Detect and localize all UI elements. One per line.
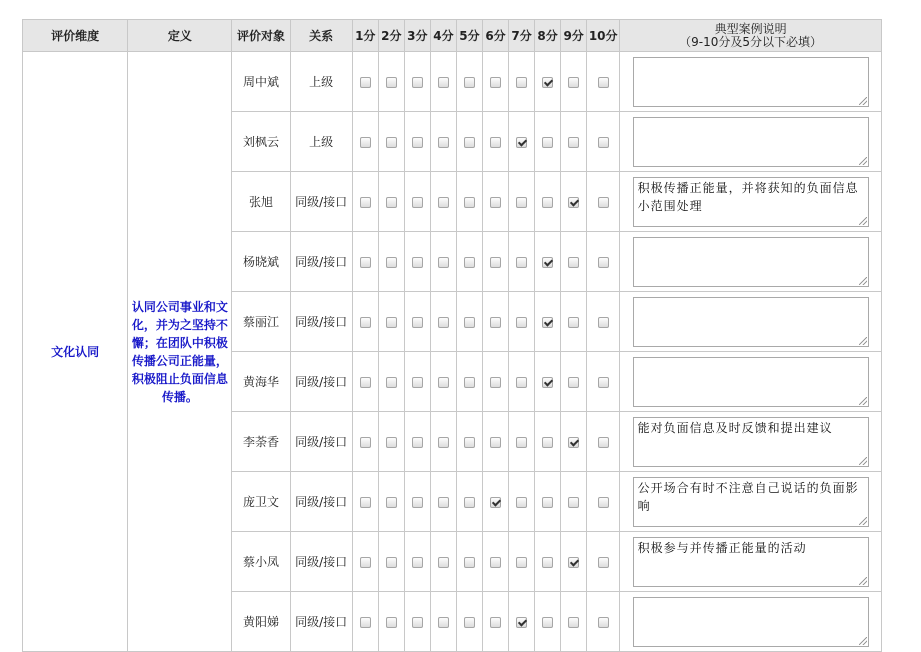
target-name: 蔡丽江 (232, 292, 290, 352)
score-2-checkbox[interactable] (386, 617, 397, 628)
score-cell (587, 352, 620, 412)
score-cell (561, 412, 587, 472)
case-textarea[interactable] (633, 57, 869, 107)
score-cell (404, 412, 430, 472)
score-cell (587, 112, 620, 172)
score-cell (430, 352, 456, 412)
score-cell (535, 352, 561, 412)
score-1-checkbox[interactable] (360, 197, 371, 208)
score-cell (456, 352, 482, 412)
score-7-checkbox[interactable] (516, 377, 527, 388)
score-3-checkbox[interactable] (412, 557, 423, 568)
score-10-checkbox[interactable] (598, 137, 609, 148)
score-cell (378, 112, 404, 172)
score-3-checkbox[interactable] (412, 137, 423, 148)
score-cell (535, 172, 561, 232)
case-textarea[interactable] (633, 237, 869, 287)
case-cell (620, 52, 882, 112)
score-cell (482, 472, 508, 532)
score-5-checkbox[interactable] (464, 137, 475, 148)
score-cell (587, 532, 620, 592)
score-cell (456, 412, 482, 472)
score-cell (404, 112, 430, 172)
score-4-checkbox[interactable] (438, 437, 449, 448)
score-cell (509, 412, 535, 472)
score-3-checkbox[interactable] (412, 257, 423, 268)
score-7-checkbox[interactable] (516, 317, 527, 328)
case-cell (620, 532, 882, 592)
score-cell (509, 532, 535, 592)
score-cell (587, 292, 620, 352)
header-score-9: 9分 (561, 20, 587, 52)
header-definition: 定义 (128, 20, 232, 52)
score-cell (587, 172, 620, 232)
score-9-checkbox[interactable] (568, 77, 579, 88)
score-7-checkbox[interactable] (516, 557, 527, 568)
score-cell (378, 592, 404, 652)
score-3-checkbox[interactable] (412, 437, 423, 448)
score-3-checkbox[interactable] (412, 377, 423, 388)
target-name: 李荼香 (232, 412, 290, 472)
score-cell (509, 592, 535, 652)
score-10-checkbox[interactable] (598, 437, 609, 448)
score-cell (535, 52, 561, 112)
target-name: 蔡小凤 (232, 532, 290, 592)
score-4-checkbox[interactable] (438, 617, 449, 628)
relation-cell: 同级/接口 (290, 412, 352, 472)
definition-cell: 认同公司事业和文化，并为之坚持不懈；在团队中积极传播公司正能量，积极阻止负面信息传播。 (128, 52, 232, 652)
score-1-checkbox[interactable] (360, 437, 371, 448)
header-score-8: 8分 (535, 20, 561, 52)
score-cell (561, 112, 587, 172)
score-cell (404, 472, 430, 532)
case-textarea[interactable]: 积极传播正能量，并将获知的负面信息小范围处理 (633, 177, 869, 227)
header-score-5: 5分 (456, 20, 482, 52)
score-3-checkbox[interactable] (412, 497, 423, 508)
score-cell (587, 52, 620, 112)
score-cell (482, 172, 508, 232)
score-cell (352, 172, 378, 232)
header-case-title: 典型案例说明 (714, 21, 787, 36)
score-cell (482, 592, 508, 652)
score-cell (561, 232, 587, 292)
score-cell (509, 172, 535, 232)
score-cell (404, 532, 430, 592)
header-score-10: 10分 (587, 20, 620, 52)
case-cell (620, 112, 882, 172)
header-score-1: 1分 (352, 20, 378, 52)
score-8-checkbox[interactable] (542, 557, 553, 568)
score-cell (378, 52, 404, 112)
header-relation: 关系 (290, 20, 352, 52)
score-cell (587, 412, 620, 472)
score-7-checkbox[interactable] (516, 197, 527, 208)
header-score-7: 7分 (509, 20, 535, 52)
score-cell (482, 412, 508, 472)
relation-cell: 同级/接口 (290, 592, 352, 652)
score-7-checkbox[interactable] (516, 137, 527, 148)
score-4-checkbox[interactable] (438, 137, 449, 148)
score-cell (535, 232, 561, 292)
score-cell (561, 592, 587, 652)
score-9-checkbox[interactable] (568, 497, 579, 508)
score-cell (561, 292, 587, 352)
score-cell (430, 592, 456, 652)
score-8-checkbox[interactable] (542, 617, 553, 628)
score-6-checkbox[interactable] (490, 617, 501, 628)
score-cell (561, 172, 587, 232)
case-cell (620, 472, 882, 532)
case-cell (620, 592, 882, 652)
score-cell (482, 232, 508, 292)
header-score-6: 6分 (482, 20, 508, 52)
score-cell (509, 292, 535, 352)
score-3-checkbox[interactable] (412, 317, 423, 328)
score-cell (352, 412, 378, 472)
score-2-checkbox[interactable] (386, 437, 397, 448)
score-6-checkbox[interactable] (490, 557, 501, 568)
score-cell (535, 532, 561, 592)
score-cell (404, 52, 430, 112)
evaluation-table (22, 19, 882, 652)
relation-cell: 同级/接口 (290, 172, 352, 232)
target-name: 杨晓斌 (232, 232, 290, 292)
score-8-checkbox[interactable] (542, 437, 553, 448)
relation-cell: 上级 (290, 112, 352, 172)
header-target: 评价对象 (232, 20, 290, 52)
score-cell (509, 352, 535, 412)
score-8-checkbox[interactable] (542, 497, 553, 508)
score-7-checkbox[interactable] (516, 77, 527, 88)
header-score-2: 2分 (378, 20, 404, 52)
score-10-checkbox[interactable] (598, 77, 609, 88)
score-cell (378, 532, 404, 592)
score-6-checkbox[interactable] (490, 197, 501, 208)
score-5-checkbox[interactable] (464, 437, 475, 448)
score-cell (404, 172, 430, 232)
score-7-checkbox[interactable] (516, 257, 527, 268)
score-cell (378, 292, 404, 352)
score-cell (535, 412, 561, 472)
case-cell (620, 412, 882, 472)
target-name: 周中斌 (232, 52, 290, 112)
score-2-checkbox[interactable] (386, 497, 397, 508)
score-6-checkbox[interactable] (490, 77, 501, 88)
score-cell (561, 532, 587, 592)
score-cell (587, 232, 620, 292)
score-6-checkbox[interactable] (490, 257, 501, 268)
score-2-checkbox[interactable] (386, 257, 397, 268)
score-cell (404, 232, 430, 292)
score-2-checkbox[interactable] (386, 77, 397, 88)
score-5-checkbox[interactable] (464, 497, 475, 508)
score-10-checkbox[interactable] (598, 497, 609, 508)
header-dimension: 评价维度 (23, 20, 128, 52)
score-cell (378, 412, 404, 472)
score-cell (352, 232, 378, 292)
case-textarea[interactable] (633, 297, 869, 347)
target-name: 张旭 (232, 172, 290, 232)
score-cell (352, 112, 378, 172)
relation-cell: 同级/接口 (290, 292, 352, 352)
dimension-cell: 文化认同 (23, 52, 128, 652)
score-2-checkbox[interactable] (386, 377, 397, 388)
score-cell (352, 592, 378, 652)
score-6-checkbox[interactable] (490, 317, 501, 328)
score-6-checkbox[interactable] (490, 377, 501, 388)
score-cell (482, 292, 508, 352)
score-9-checkbox[interactable] (568, 317, 579, 328)
score-cell (456, 472, 482, 532)
score-cell (509, 472, 535, 532)
score-7-checkbox[interactable] (516, 497, 527, 508)
score-1-checkbox[interactable] (360, 137, 371, 148)
score-10-checkbox[interactable] (598, 317, 609, 328)
score-4-checkbox[interactable] (438, 557, 449, 568)
score-2-checkbox[interactable] (386, 317, 397, 328)
score-cell (352, 472, 378, 532)
score-3-checkbox[interactable] (412, 77, 423, 88)
score-cell (352, 52, 378, 112)
relation-cell: 同级/接口 (290, 352, 352, 412)
score-10-checkbox[interactable] (598, 377, 609, 388)
score-2-checkbox[interactable] (386, 137, 397, 148)
score-7-checkbox[interactable] (516, 617, 527, 628)
case-textarea[interactable] (633, 117, 869, 167)
score-5-checkbox[interactable] (464, 377, 475, 388)
relation-cell: 上级 (290, 52, 352, 112)
target-name: 庞卫文 (232, 472, 290, 532)
score-5-checkbox[interactable] (464, 557, 475, 568)
score-5-checkbox[interactable] (464, 257, 475, 268)
score-9-checkbox[interactable] (568, 557, 579, 568)
score-cell (456, 232, 482, 292)
header-case (620, 20, 882, 52)
score-cell (456, 532, 482, 592)
score-cell (456, 172, 482, 232)
case-cell (620, 172, 882, 232)
relation-cell: 同级/接口 (290, 472, 352, 532)
case-textarea[interactable]: 积极参与并传播正能量的活动 (633, 537, 869, 587)
case-cell (620, 232, 882, 292)
score-9-checkbox[interactable] (568, 137, 579, 148)
score-cell (482, 532, 508, 592)
score-cell (352, 532, 378, 592)
score-3-checkbox[interactable] (412, 197, 423, 208)
relation-cell: 同级/接口 (290, 532, 352, 592)
score-cell (587, 472, 620, 532)
case-textarea[interactable] (633, 597, 869, 647)
score-5-checkbox[interactable] (464, 197, 475, 208)
score-1-checkbox[interactable] (360, 617, 371, 628)
target-name: 黄海华 (232, 352, 290, 412)
score-cell (404, 352, 430, 412)
score-4-checkbox[interactable] (438, 497, 449, 508)
target-name: 刘枫云 (232, 112, 290, 172)
score-cell (378, 232, 404, 292)
score-7-checkbox[interactable] (516, 437, 527, 448)
score-cell (535, 112, 561, 172)
score-cell (509, 52, 535, 112)
score-9-checkbox[interactable] (568, 617, 579, 628)
score-cell (535, 472, 561, 532)
score-9-checkbox[interactable] (568, 437, 579, 448)
score-8-checkbox[interactable] (542, 257, 553, 268)
score-cell (430, 532, 456, 592)
score-1-checkbox[interactable] (360, 377, 371, 388)
score-9-checkbox[interactable] (568, 257, 579, 268)
case-cell (620, 352, 882, 412)
score-cell (509, 232, 535, 292)
score-cell (456, 592, 482, 652)
score-9-checkbox[interactable] (568, 197, 579, 208)
score-4-checkbox[interactable] (438, 257, 449, 268)
score-cell (456, 52, 482, 112)
score-8-checkbox[interactable] (542, 77, 553, 88)
score-cell (430, 232, 456, 292)
score-1-checkbox[interactable] (360, 497, 371, 508)
score-cell (509, 112, 535, 172)
score-5-checkbox[interactable] (464, 617, 475, 628)
score-8-checkbox[interactable] (542, 197, 553, 208)
case-cell (620, 292, 882, 352)
table-row (23, 52, 882, 112)
case-textarea[interactable] (633, 357, 869, 407)
score-cell (430, 292, 456, 352)
score-5-checkbox[interactable] (464, 317, 475, 328)
header-row (23, 20, 882, 52)
score-cell (430, 472, 456, 532)
score-4-checkbox[interactable] (438, 317, 449, 328)
score-2-checkbox[interactable] (386, 557, 397, 568)
case-textarea[interactable]: 能对负面信息及时反馈和提出建议 (633, 417, 869, 467)
score-2-checkbox[interactable] (386, 197, 397, 208)
score-cell (456, 112, 482, 172)
score-4-checkbox[interactable] (438, 77, 449, 88)
header-score-4: 4分 (430, 20, 456, 52)
score-cell (482, 352, 508, 412)
score-8-checkbox[interactable] (542, 377, 553, 388)
score-cell (352, 292, 378, 352)
score-cell (482, 112, 508, 172)
score-cell (482, 52, 508, 112)
score-cell (535, 592, 561, 652)
score-1-checkbox[interactable] (360, 257, 371, 268)
score-cell (587, 592, 620, 652)
header-case-note: （9-10分及5分以下必填） (679, 34, 823, 49)
score-cell (404, 292, 430, 352)
target-name: 黄阳娣 (232, 592, 290, 652)
score-10-checkbox[interactable] (598, 557, 609, 568)
relation-cell: 同级/接口 (290, 232, 352, 292)
score-cell (430, 52, 456, 112)
score-cell (404, 592, 430, 652)
case-textarea[interactable]: 公开场合有时不注意自己说话的负面影响 (633, 477, 869, 527)
score-cell (561, 472, 587, 532)
score-6-checkbox[interactable] (490, 137, 501, 148)
score-8-checkbox[interactable] (542, 317, 553, 328)
score-cell (561, 352, 587, 412)
score-8-checkbox[interactable] (542, 137, 553, 148)
header-score-3: 3分 (404, 20, 430, 52)
score-5-checkbox[interactable] (464, 77, 475, 88)
score-cell (352, 352, 378, 412)
score-cell (378, 472, 404, 532)
score-10-checkbox[interactable] (598, 257, 609, 268)
score-10-checkbox[interactable] (598, 617, 609, 628)
score-4-checkbox[interactable] (438, 377, 449, 388)
score-9-checkbox[interactable] (568, 377, 579, 388)
score-cell (430, 172, 456, 232)
score-1-checkbox[interactable] (360, 557, 371, 568)
score-4-checkbox[interactable] (438, 197, 449, 208)
score-1-checkbox[interactable] (360, 317, 371, 328)
score-cell (430, 112, 456, 172)
score-cell (378, 172, 404, 232)
score-3-checkbox[interactable] (412, 617, 423, 628)
score-cell (456, 292, 482, 352)
score-cell (535, 292, 561, 352)
score-6-checkbox[interactable] (490, 497, 501, 508)
score-cell (561, 52, 587, 112)
score-6-checkbox[interactable] (490, 437, 501, 448)
score-1-checkbox[interactable] (360, 77, 371, 88)
score-10-checkbox[interactable] (598, 197, 609, 208)
score-cell (430, 412, 456, 472)
score-cell (378, 352, 404, 412)
